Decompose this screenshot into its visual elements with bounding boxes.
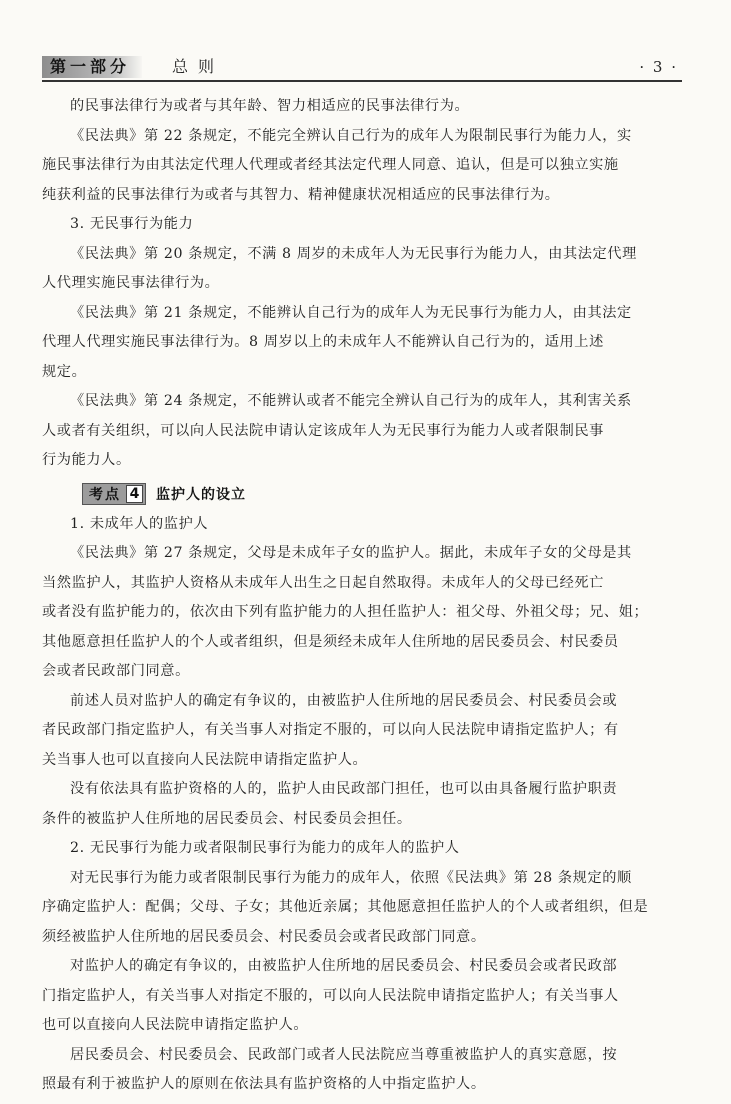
running-header: [42, 56, 682, 82]
text-line: 施民事法律行为由其法定代理人代理或者经其法定代理人同意、追认，但是可以独立实施: [42, 157, 619, 173]
text-line: 《民法典》第 22 条规定，不能完全辨认自己行为的成年人为限制民事行为能力人，实: [70, 127, 632, 144]
topic-badge-label: 考点: [89, 486, 121, 503]
text-line: 会或者民政部门同意。: [42, 663, 190, 679]
text-line: 须经被监护人住所地的居民委员会、村民委员会或者民政部门同意。: [42, 928, 486, 945]
text-line: 条件的被监护人住所地的居民委员会、村民委员会担任。: [42, 810, 412, 827]
section-label: 总则: [172, 57, 225, 76]
text-line: 序确定监护人：配偶；父母、子女；其他近亲属；其他愿意担任监护人的个人或者组织，但是: [42, 899, 649, 915]
text-line: 当然监护人，其监护人资格从未成年人出生之日起自然取得。未成年人的父母已经死亡: [42, 574, 604, 591]
text-line: 或者没有监护能力的，依次由下列有监护能力的人担任监护人：祖父母、外祖父母；兄、姐；: [42, 604, 649, 620]
text-line: 2. 无民事行为能力或者限制民事行为能力的成年人的监护人: [70, 840, 460, 856]
text-line: 规定。: [42, 363, 87, 380]
text-line: 的民事法律行为或者与其年龄、智力相适应的民事法律行为。: [70, 98, 470, 114]
text-line: 门指定监护人，有关当事人对指定不服的，可以向人民法院申请指定监护人；有关当事人: [42, 987, 619, 1004]
topic-number: 4: [126, 485, 143, 503]
text-block-after: [42, 510, 682, 1100]
text-line: 居民委员会、村民委员会、民政部门或者人民法院应当尊重被监护人的真实意愿，按: [70, 1046, 618, 1063]
text-line: 纯获利益的民事法律行为或者与其智力、精神健康状况相适应的民事法律行为。: [42, 186, 560, 203]
text-line: 也可以直接向人民法院申请指定监护人。: [42, 1017, 309, 1033]
topic-title: 监护人的设立: [156, 486, 246, 503]
page-number: · 3 ·: [639, 58, 678, 76]
text-line: 人或者有关组织，可以向人民法院申请认定该成年人为无民事行为能力人或者限制民事: [42, 422, 604, 439]
text-line: 行为能力人。: [42, 452, 131, 468]
text-line: 3. 无民事行为能力: [70, 216, 194, 232]
text-line: 《民法典》第 20 条规定，不满 8 周岁的未成年人为无民事行为能力人，由其法定代理: [70, 245, 637, 262]
text-block-before: [42, 92, 682, 476]
text-line: 代理人代理实施民事法律行为。8 周岁以上的未成年人不能辨认自己行为的，适用上述: [42, 334, 604, 350]
text-line: 《民法典》第 21 条规定，不能辨认自己行为的成年人为无民事行为能力人，由其法定: [70, 304, 632, 321]
topic-heading: [82, 479, 682, 509]
page-body: [42, 92, 682, 1100]
text-line: 者民政部门指定监护人，有关当事人对指定不服的，可以向人民法院申请指定监护人；有: [42, 722, 619, 738]
text-line: 对监护人的确定有争议的，由被监护人住所地的居民委员会、村民委员会或者民政部: [70, 958, 618, 974]
part-label: 第一部分: [42, 56, 142, 78]
text-line: 对无民事行为能力或者限制民事行为能力的成年人，依照《民法典》第 28 条规定的顺: [70, 869, 632, 886]
topic-badge: [82, 483, 146, 505]
text-line: 照最有利于被监护人的原则在依法具有监护资格的人中指定监护人。: [42, 1076, 486, 1092]
text-line: 没有依法具有监护资格的人的，监护人由民政部门担任，也可以由具备履行监护职责: [70, 781, 618, 797]
text-line: 《民法典》第 27 条规定，父母是未成年子女的监护人。据此，未成年子女的父母是其: [70, 545, 632, 561]
text-line: 人代理实施民事法律行为。: [42, 275, 220, 291]
text-line: 1. 未成年人的监护人: [70, 515, 209, 532]
text-line: 其他愿意担任监护人的个人或者组织，但是须经未成年人住所地的居民委员会、村民委员: [42, 633, 619, 650]
text-line: 《民法典》第 24 条规定，不能辨认或者不能完全辨认自己行为的成年人，其利害关系: [70, 393, 632, 409]
text-line: 关当事人也可以直接向人民法院申请指定监护人。: [42, 751, 368, 768]
text-line: 前述人员对监护人的确定有争议的，由被监护人住所地的居民委员会、村民委员会或: [70, 692, 618, 709]
